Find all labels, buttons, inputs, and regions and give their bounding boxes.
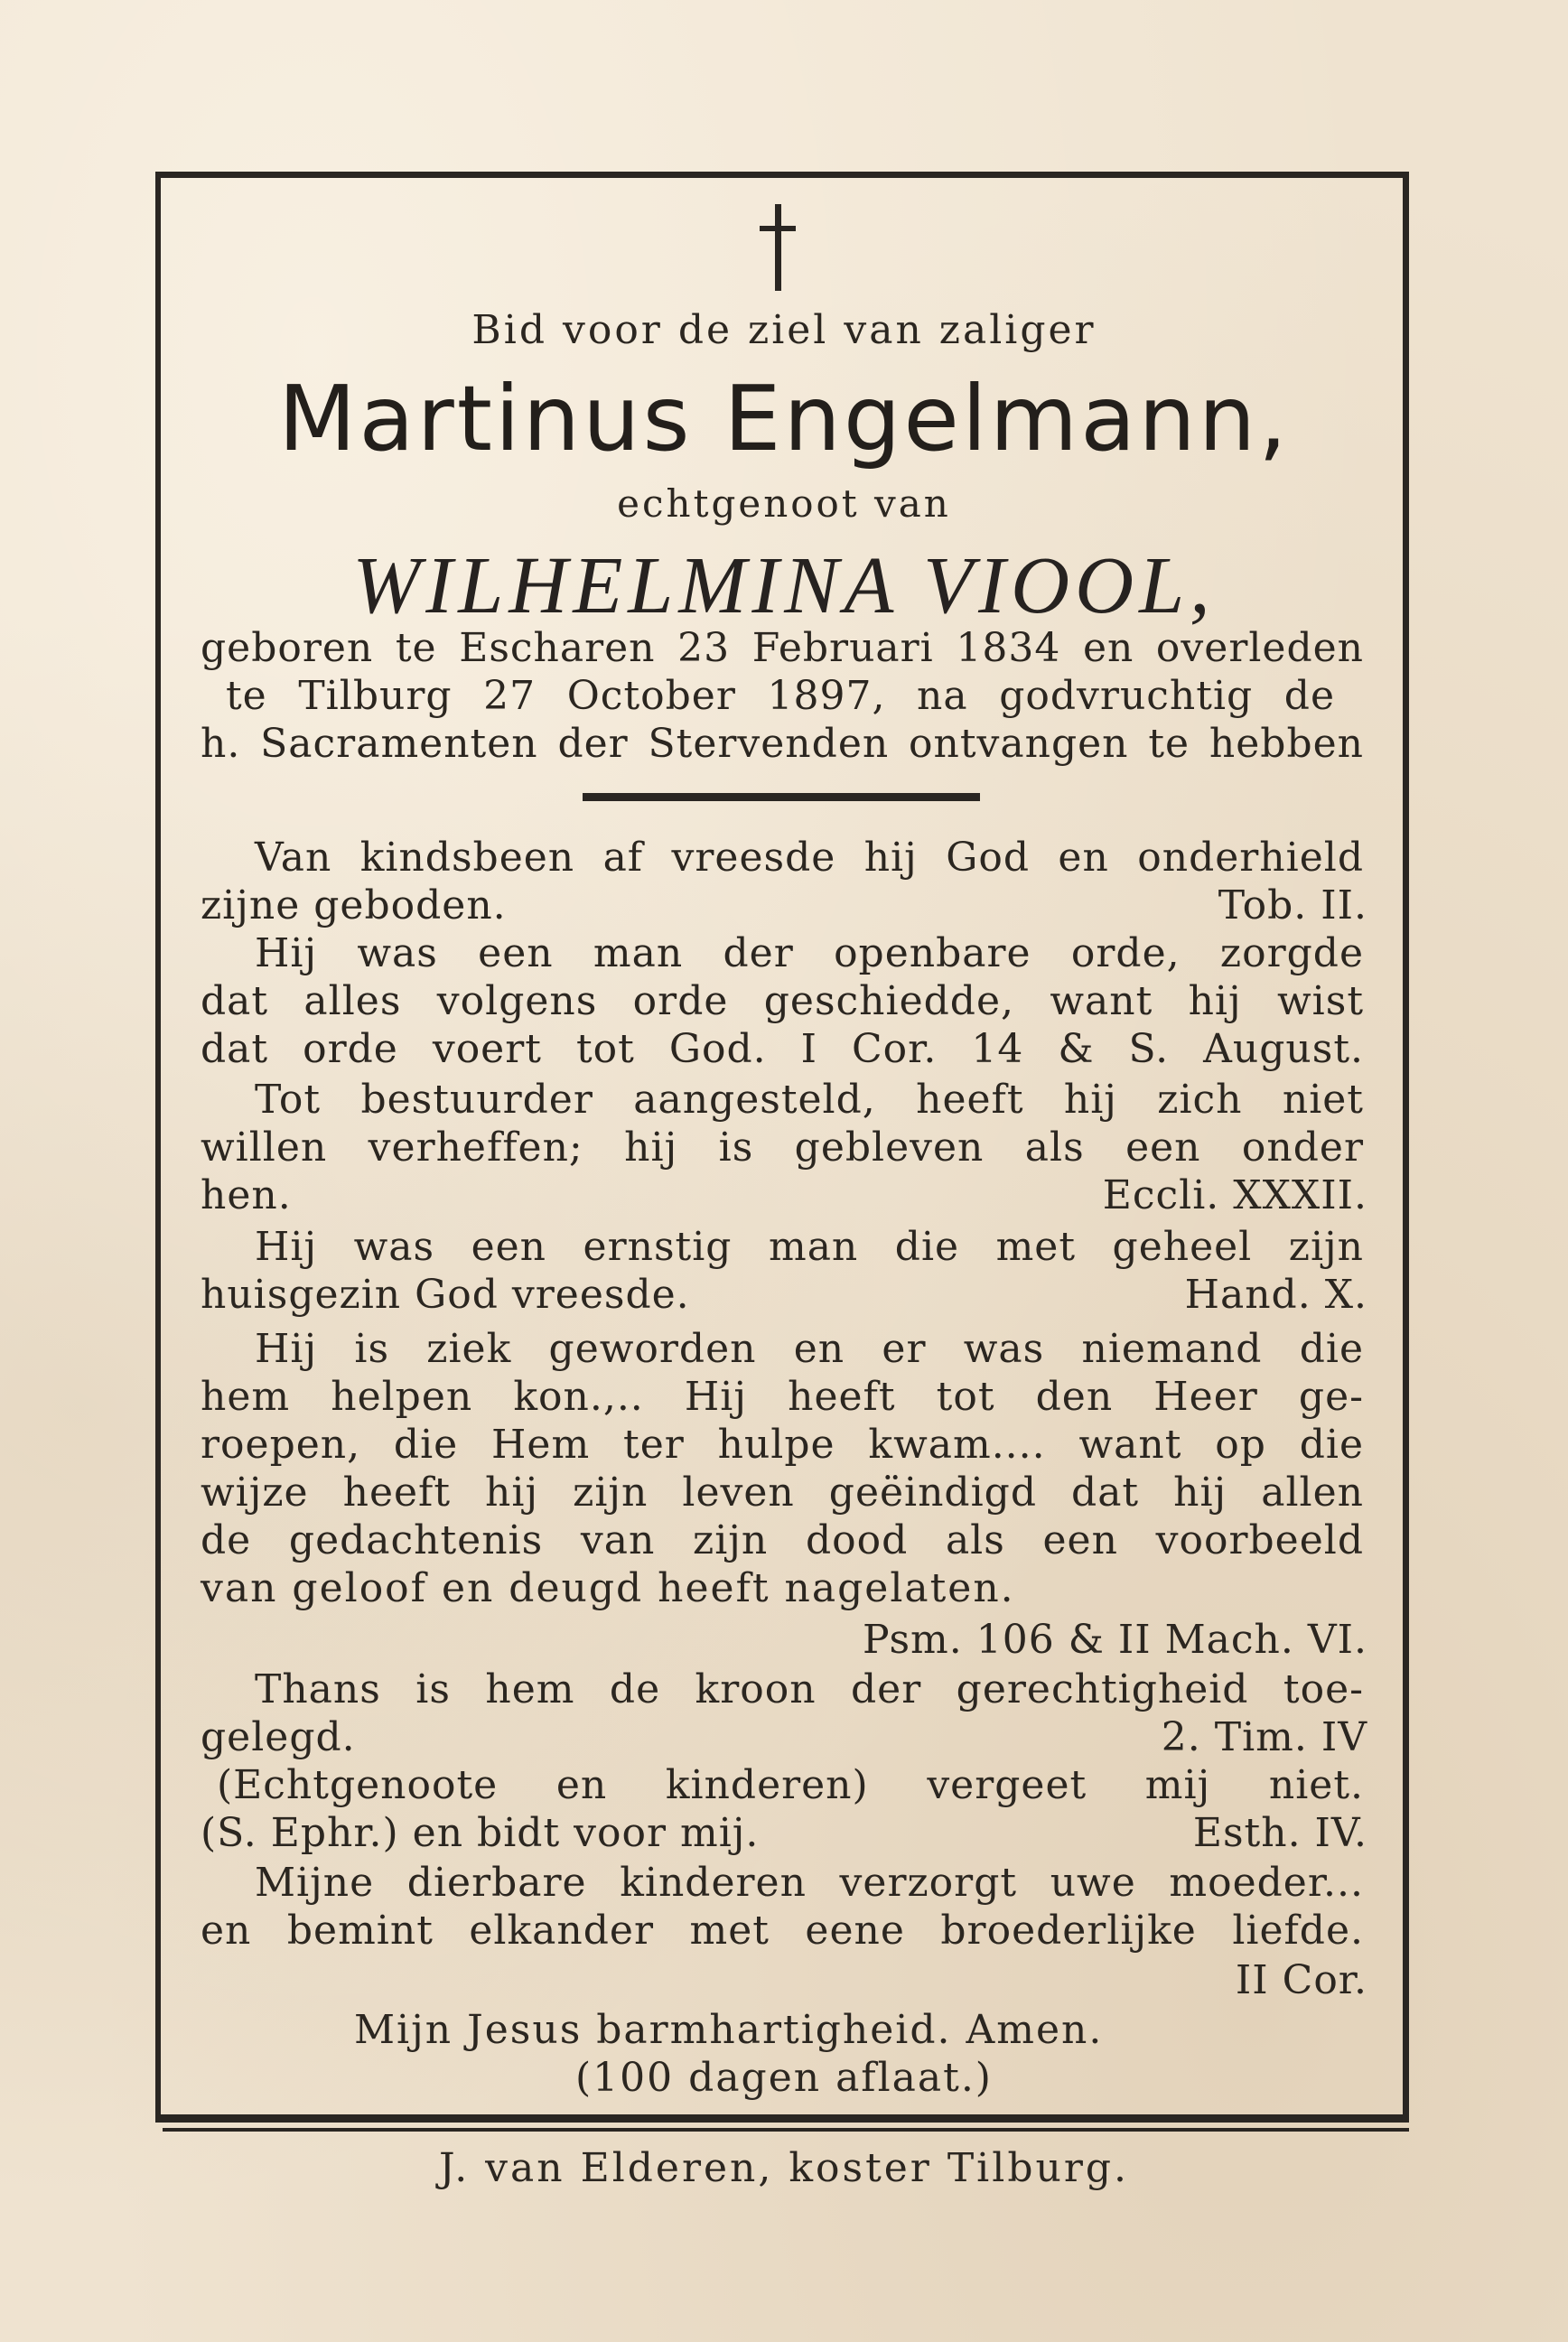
- verse-line: Hij was een ernstig man die met geheel zijn: [255, 1224, 1364, 1270]
- deceased-name: Martinus Engelmann,: [278, 366, 1290, 471]
- biography-line-2: te Tilburg 27 October 1897, na godvruchtig de: [226, 673, 1335, 719]
- scripture-reference: Eccli. XXXII.: [1102, 1172, 1367, 1218]
- verse-line: zijne geboden.: [201, 882, 507, 928]
- scripture-reference: II Cor.: [1235, 1957, 1367, 2003]
- verse-line: en bemint elkander met eene broederlijke liefde.: [201, 1908, 1364, 1954]
- verse-line: dat alles volgens orde geschiedde, want hij wist: [201, 978, 1364, 1024]
- closing-prayer: Mijn Jesus barmhartigheid. Amen.: [354, 2007, 1104, 2053]
- verse-line: (Echtgenoote en kinderen) vergeet mij niet.: [217, 1762, 1364, 1808]
- scripture-reference: 2. Tim. IV: [1161, 1714, 1367, 1760]
- invocation-line: Bid voor de ziel van zaliger: [471, 307, 1097, 353]
- verse-line: Van kindsbeen af vreesde hij God en onderhield: [255, 835, 1364, 881]
- verse-line: Tot bestuurder aangesteld, heeft hij zich niet: [255, 1077, 1364, 1123]
- cross-icon: [760, 204, 796, 291]
- scripture-reference: Hand. X.: [1184, 1272, 1367, 1318]
- scripture-reference: Esth. IV.: [1192, 1810, 1367, 1856]
- verse-line: hen.: [201, 1172, 292, 1218]
- verse-line: (S. Ephr.) en bidt voor mij.: [201, 1810, 760, 1856]
- indulgence-note: (100 dagen aflaat.): [575, 2055, 993, 2101]
- verse-line: Thans is hem de kroon der gerechtigheid toe-: [255, 1666, 1364, 1712]
- verse-line: roepen, die Hem ter hulpe kwam.... want op die: [201, 1422, 1364, 1468]
- verse-line: Hij is ziek geworden en er was niemand die: [255, 1326, 1364, 1372]
- printer-credit: J. van Elderen, koster Tilburg.: [438, 2145, 1130, 2191]
- scripture-reference: Psm. 106 & II Mach. VI.: [863, 1617, 1367, 1663]
- bottom-rule: [163, 2128, 1409, 2132]
- verse-line: Mijne dierbare kinderen verzorgt uwe moeder...: [255, 1860, 1364, 1906]
- biography-line-3: h. Sacramenten der Stervenden ontvangen te hebben: [201, 721, 1364, 767]
- spouse-name: WILHELMINA VIOOL,: [352, 541, 1216, 630]
- separator-rule: [583, 793, 980, 801]
- verse-line: hem helpen kon.,.. Hij heeft tot den Heer ge-: [201, 1374, 1364, 1420]
- scripture-reference: Tob. II.: [1218, 882, 1367, 928]
- biography-line-1: geboren te Escharen 23 Februari 1834 en overleden: [201, 625, 1364, 671]
- verse-line: willen verheffen; hij is gebleven als een onder: [201, 1124, 1364, 1171]
- verse-line: Hij was een man der openbare orde, zorgde: [255, 930, 1364, 976]
- verse-line: gelegd.: [201, 1714, 356, 1760]
- spouse-prefix: echtgenoot van: [617, 481, 951, 526]
- verse-line: dat orde voert tot God. I Cor. 14 & S. August.: [201, 1026, 1364, 1072]
- verse-line: huisgezin God vreesde.: [201, 1272, 690, 1318]
- verse-line: de gedachtenis van zijn dood als een voorbeeld: [201, 1517, 1364, 1563]
- verse-line: van geloof en deugd heeft nagelaten.: [201, 1565, 1015, 1611]
- verse-line: wijze heeft hij zijn leven geëindigd dat hij allen: [201, 1470, 1364, 1516]
